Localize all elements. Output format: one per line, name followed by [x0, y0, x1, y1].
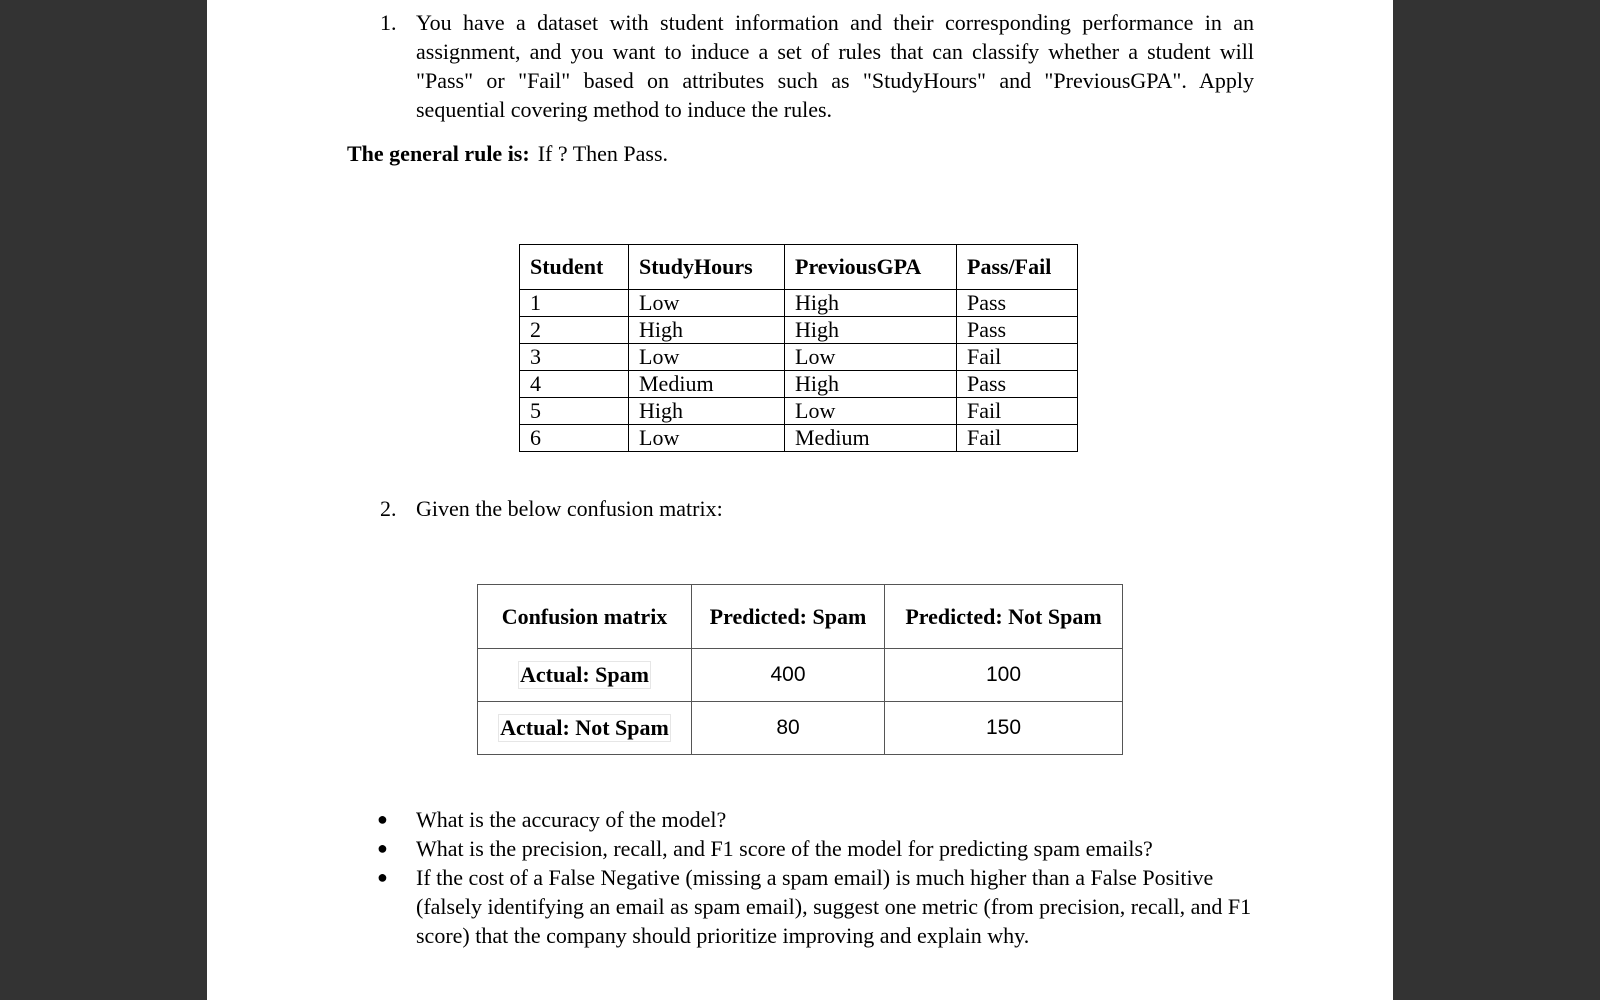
confusion-matrix-table — [477, 584, 1123, 755]
student-table-header-row — [520, 245, 1078, 290]
bullet-icon: ● — [377, 867, 388, 887]
table-cell: Low — [629, 290, 785, 317]
list-item — [377, 863, 1257, 950]
general-rule — [347, 139, 668, 168]
table-cell: 1 — [520, 290, 629, 317]
general-rule-text: If ? Then Pass. — [537, 141, 669, 166]
table-cell: Fail — [957, 425, 1078, 452]
table-cell: Low — [629, 344, 785, 371]
table-cell: 6 — [520, 425, 629, 452]
table-row — [520, 371, 1078, 398]
table-row — [478, 649, 1123, 702]
table-cell: High — [785, 317, 957, 344]
table-cell: Low — [785, 398, 957, 425]
table-cell: 4 — [520, 371, 629, 398]
bullet-icon: ● — [377, 809, 388, 829]
confusion-matrix-corner: Confusion matrix — [478, 585, 692, 649]
table-cell: Pass — [957, 290, 1078, 317]
table-cell: Fail — [957, 344, 1078, 371]
table-row — [520, 398, 1078, 425]
column-header: Predicted: Not Spam — [885, 585, 1123, 649]
bullet-icon: ● — [377, 838, 388, 858]
bullet-list — [377, 805, 1257, 950]
row-label-text: Actual: Spam — [520, 662, 649, 687]
table-row — [478, 702, 1123, 755]
bullet-text: What is the precision, recall, and F1 score of the model for predicting spam emails? — [416, 836, 1153, 861]
table-cell: Low — [629, 425, 785, 452]
question-1-text: You have a dataset with student information and their corresponding performance in an assignment, and you want to induce a set of rules that can classify whether a student will "Pass" or "Fail" based on attributes such as "StudyHours" and "PreviousGPA". Apply sequential covering method to induce the rules. — [416, 10, 1254, 122]
table-cell: Pass — [957, 317, 1078, 344]
table-row — [520, 344, 1078, 371]
general-rule-label: The general rule is: — [347, 141, 530, 166]
list-item — [377, 805, 1257, 834]
matrix-value-true-negative: 150 — [885, 702, 1123, 755]
row-header — [478, 702, 692, 755]
table-row — [520, 290, 1078, 317]
column-header: Pass/Fail — [957, 245, 1078, 290]
table-row — [520, 317, 1078, 344]
table-cell: 3 — [520, 344, 629, 371]
table-cell: 5 — [520, 398, 629, 425]
question-2-text: Given the below confusion matrix: — [416, 496, 723, 521]
matrix-value-true-positive: 400 — [692, 649, 885, 702]
row-header — [478, 649, 692, 702]
table-cell: 2 — [520, 317, 629, 344]
table-cell: Medium — [785, 425, 957, 452]
table-cell: High — [785, 290, 957, 317]
bullet-text: If the cost of a False Negative (missing a spam email) is much higher than a False Positive (falsely identifying an email as spam email), suggest one metric (from precision, recall, and F1 score) that the company should prioritize improving and explain why. — [416, 865, 1252, 948]
table-cell: High — [629, 398, 785, 425]
column-header: Student — [520, 245, 629, 290]
column-header: StudyHours — [629, 245, 785, 290]
question-2-number: 2. — [380, 496, 397, 521]
document-page — [207, 0, 1393, 1000]
row-label-text: Actual: Not Spam — [500, 715, 669, 740]
column-header: Predicted: Spam — [692, 585, 885, 649]
matrix-value-false-positive: 80 — [692, 702, 885, 755]
column-header: PreviousGPA — [785, 245, 957, 290]
question-1-number: 1. — [380, 10, 397, 35]
table-cell: Pass — [957, 371, 1078, 398]
bullet-text: What is the accuracy of the model? — [416, 807, 727, 832]
student-table — [519, 244, 1078, 452]
confusion-matrix-header-row — [478, 585, 1123, 649]
list-item — [377, 834, 1257, 863]
matrix-value-false-negative: 100 — [885, 649, 1123, 702]
table-cell: High — [629, 317, 785, 344]
table-cell: Low — [785, 344, 957, 371]
table-cell: Medium — [629, 371, 785, 398]
table-row — [520, 425, 1078, 452]
table-cell: High — [785, 371, 957, 398]
table-cell: Fail — [957, 398, 1078, 425]
